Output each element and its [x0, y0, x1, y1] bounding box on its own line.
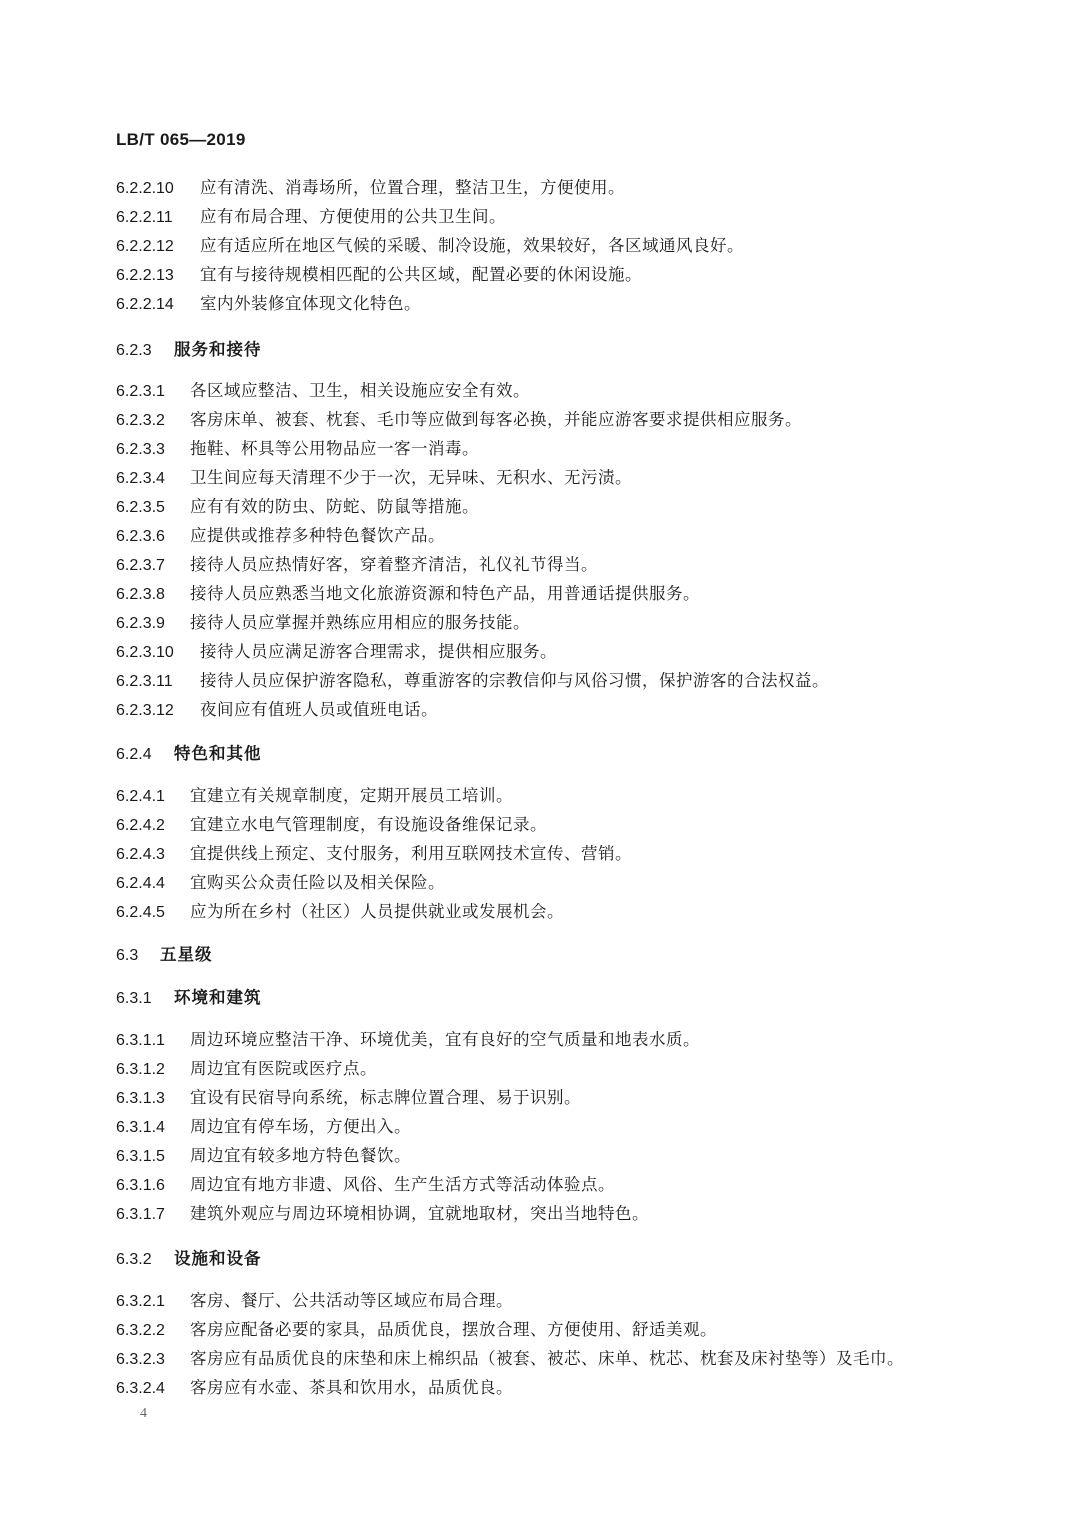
clause-number: 6.2.3.9	[116, 615, 165, 632]
clause-line	[116, 873, 445, 894]
page-number: 4	[140, 1406, 147, 1421]
clause-line	[116, 613, 530, 634]
clause-number: 6.2.4.2	[116, 817, 165, 834]
section-heading	[116, 988, 262, 1009]
clause-text: 卫生间应每天清理不少于一次，无异味、无积水、无污渍。	[190, 468, 632, 487]
clause-number: 6.2.3	[116, 342, 152, 359]
clause-text: 应有清洗、消毒场所，位置合理，整洁卫生，方便使用。	[200, 178, 625, 197]
clause-line	[116, 1146, 411, 1167]
clause-text: 应提供或推荐多种特色餐饮产品。	[190, 526, 445, 545]
clause-number: 6.3.1	[116, 990, 152, 1007]
heading-text: 特色和其他	[174, 744, 262, 763]
heading-text: 环境和建筑	[174, 988, 262, 1007]
clause-number: 6.3.1.3	[116, 1090, 165, 1107]
clause-line	[116, 468, 632, 489]
clause-line	[116, 207, 506, 228]
clause-text: 接待人员应热情好客，穿着整齐清洁，礼仪礼节得当。	[190, 555, 598, 574]
clause-line	[116, 642, 557, 663]
clause-line	[116, 526, 445, 547]
clause-number: 6.2.2.13	[116, 267, 174, 284]
clause-text: 应有有效的防虫、防蛇、防鼠等措施。	[190, 497, 479, 516]
clause-number: 6.2.4	[116, 746, 152, 763]
clause-line	[116, 1030, 700, 1051]
clause-number: 6.3.1.6	[116, 1177, 165, 1194]
clause-line	[116, 1320, 717, 1341]
clause-text: 宜设有民宿导向系统，标志牌位置合理、易于识别。	[190, 1088, 581, 1107]
clause-line	[116, 497, 479, 518]
clause-number: 6.2.4.1	[116, 788, 165, 805]
clause-text: 客房应有品质优良的床垫和床上棉织品（被套、被芯、床单、枕芯、枕套及床衬垫等）及毛巾。	[190, 1349, 904, 1368]
section-heading	[116, 1249, 262, 1270]
clause-number: 6.2.2.14	[116, 296, 174, 313]
clause-text: 宜建立有关规章制度，定期开展员工培训。	[190, 786, 513, 805]
clause-number: 6.2.3.8	[116, 586, 165, 603]
document-code: LB/T 065—2019	[116, 130, 246, 149]
section-heading	[116, 945, 213, 966]
clause-number: 6.2.3.12	[116, 702, 174, 719]
section-heading	[116, 744, 262, 765]
clause-text: 宜提供线上预定、支付服务，利用互联网技术宣传、营销。	[190, 844, 632, 863]
clause-number: 6.3.1.1	[116, 1032, 165, 1049]
clause-text: 夜间应有值班人员或值班电话。	[200, 700, 438, 719]
clause-number: 6.3.2.1	[116, 1293, 165, 1310]
clause-line	[116, 1378, 513, 1399]
clause-text: 周边环境应整洁干净、环境优美，宜有良好的空气质量和地表水质。	[190, 1030, 700, 1049]
clause-line	[116, 1088, 581, 1109]
clause-line	[116, 1291, 513, 1312]
section-heading	[116, 340, 262, 361]
clause-number: 6.2.4.3	[116, 846, 165, 863]
clause-line	[116, 294, 421, 315]
clause-text: 客房应有水壶、茶具和饮用水，品质优良。	[190, 1378, 513, 1397]
clause-line	[116, 700, 438, 721]
clause-text: 建筑外观应与周边环境相协调，宜就地取材，突出当地特色。	[190, 1204, 649, 1223]
clause-line	[116, 178, 625, 199]
clause-number: 6.3.2.4	[116, 1380, 165, 1397]
heading-text: 设施和设备	[174, 1249, 262, 1268]
clause-line	[116, 671, 829, 692]
clause-line	[116, 410, 802, 431]
clause-number: 6.3.1.4	[116, 1119, 165, 1136]
clause-number: 6.3	[116, 947, 139, 964]
clause-text: 室内外装修宜体现文化特色。	[200, 294, 421, 313]
heading-text: 服务和接待	[174, 340, 262, 359]
clause-text: 应有布局合理、方便使用的公共卫生间。	[200, 207, 506, 226]
clause-number: 6.2.3.2	[116, 412, 165, 429]
clause-text: 应为所在乡村（社区）人员提供就业或发展机会。	[190, 902, 564, 921]
clause-text: 接待人员应掌握并熟练应用相应的服务技能。	[190, 613, 530, 632]
clause-line	[116, 786, 513, 807]
clause-text: 拖鞋、杯具等公用物品应一客一消毒。	[190, 439, 479, 458]
clause-number: 6.3.2.3	[116, 1351, 165, 1368]
clause-number: 6.2.3.1	[116, 383, 165, 400]
clause-line	[116, 381, 530, 402]
clause-number: 6.2.4.5	[116, 904, 165, 921]
clause-line	[116, 1059, 377, 1080]
clause-number: 6.2.3.6	[116, 528, 165, 545]
clause-line	[116, 1349, 904, 1370]
clause-text: 周边宜有较多地方特色餐饮。	[190, 1146, 411, 1165]
clause-line	[116, 584, 700, 605]
clause-number: 6.3.1.2	[116, 1061, 165, 1078]
clause-number: 6.3.2	[116, 1251, 152, 1268]
clause-text: 周边宜有停车场，方便出入。	[190, 1117, 411, 1136]
clause-text: 接待人员应保护游客隐私，尊重游客的宗教信仰与风俗习惯，保护游客的合法权益。	[200, 671, 829, 690]
clause-line	[116, 1117, 411, 1138]
clause-number: 6.2.3.5	[116, 499, 165, 516]
clause-text: 客房、餐厅、公共活动等区域应布局合理。	[190, 1291, 513, 1310]
clause-text: 宜有与接待规模相匹配的公共区域，配置必要的休闲设施。	[200, 265, 642, 284]
clause-line	[116, 265, 642, 286]
clause-number: 6.2.3.11	[116, 673, 173, 690]
clause-number: 6.2.2.12	[116, 238, 174, 255]
clause-number: 6.2.4.4	[116, 875, 165, 892]
clause-text: 客房应配备必要的家具，品质优良，摆放合理、方便使用、舒适美观。	[190, 1320, 717, 1339]
clause-number: 6.3.1.7	[116, 1206, 165, 1223]
clause-text: 接待人员应满足游客合理需求，提供相应服务。	[200, 642, 557, 661]
clause-text: 宜建立水电气管理制度，有设施设备维保记录。	[190, 815, 547, 834]
clause-number: 6.2.3.10	[116, 644, 174, 661]
clause-line	[116, 1175, 615, 1196]
clause-text: 周边宜有地方非遗、风俗、生产生活方式等活动体验点。	[190, 1175, 615, 1194]
clause-line	[116, 555, 598, 576]
clause-line	[116, 844, 632, 865]
clause-line	[116, 439, 479, 460]
clause-number: 6.3.1.5	[116, 1148, 165, 1165]
clause-text: 周边宜有医院或医疗点。	[190, 1059, 377, 1078]
clause-text: 应有适应所在地区气候的采暖、制冷设施，效果较好，各区域通风良好。	[200, 236, 744, 255]
clause-number: 6.2.2.11	[116, 209, 173, 226]
clause-line	[116, 815, 547, 836]
clause-text: 宜购买公众责任险以及相关保险。	[190, 873, 445, 892]
clause-number: 6.2.3.4	[116, 470, 165, 487]
clause-number: 6.2.3.7	[116, 557, 165, 574]
clause-number: 6.2.2.10	[116, 180, 174, 197]
clause-text: 各区域应整洁、卫生，相关设施应安全有效。	[190, 381, 530, 400]
clause-text: 接待人员应熟悉当地文化旅游资源和特色产品，用普通话提供服务。	[190, 584, 700, 603]
clause-number: 6.3.2.2	[116, 1322, 165, 1339]
clause-line	[116, 902, 564, 923]
clause-text: 客房床单、被套、枕套、毛巾等应做到每客必换，并能应游客要求提供相应服务。	[190, 410, 802, 429]
heading-text: 五星级	[160, 945, 213, 964]
clause-line	[116, 1204, 649, 1225]
clause-line	[116, 236, 744, 257]
clause-number: 6.2.3.3	[116, 441, 165, 458]
